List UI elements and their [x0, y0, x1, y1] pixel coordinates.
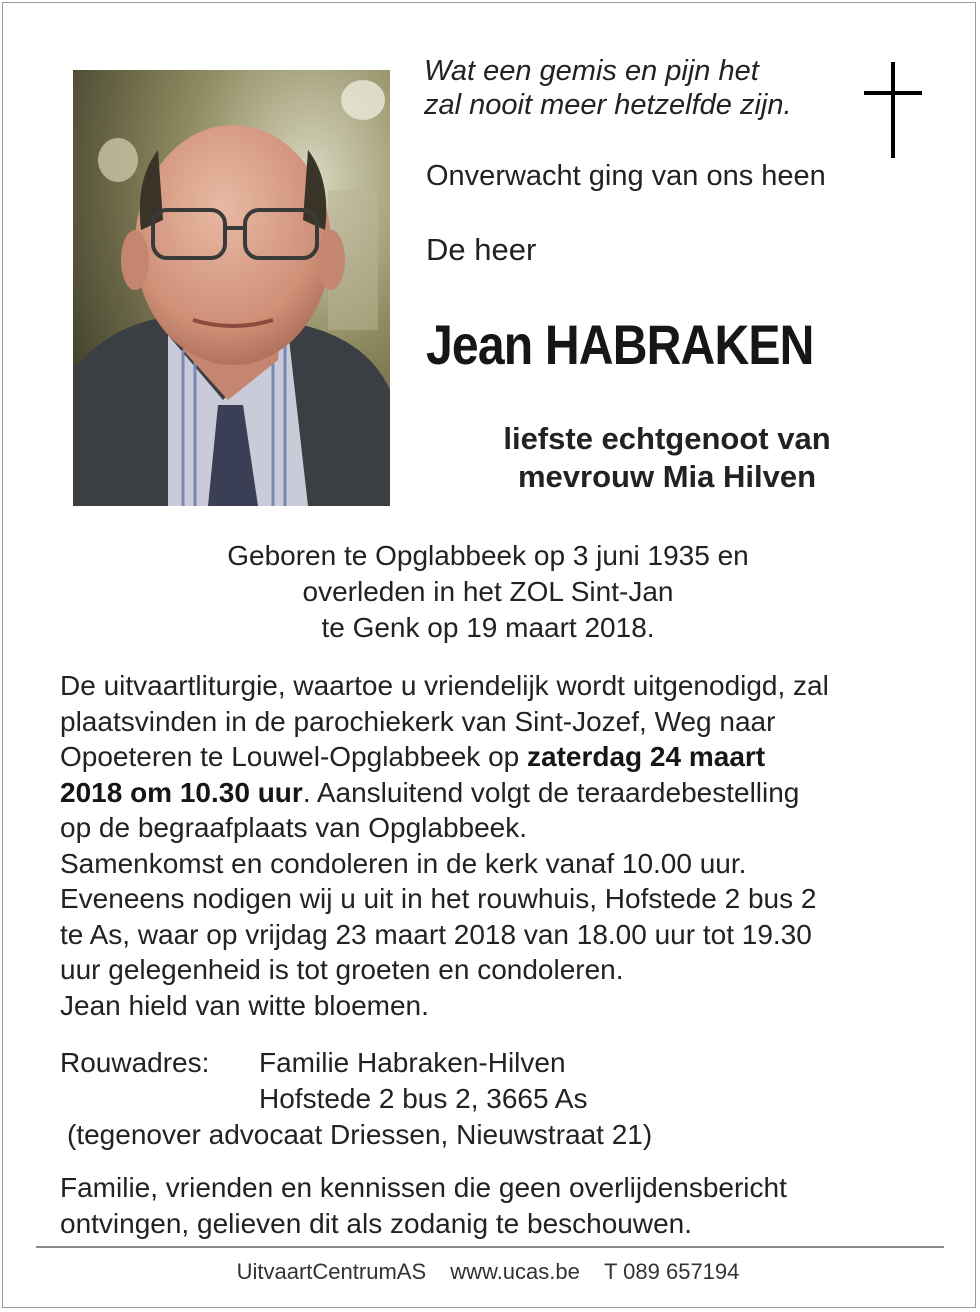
address-family: Familie Habraken-Hilven [259, 1047, 566, 1078]
closing-line: Familie, vrienden en kennissen die geen overlijdensbericht [60, 1172, 787, 1203]
address-label: Rouwadres: [60, 1047, 210, 1078]
portrait-photo [73, 70, 390, 506]
born-line: Geboren te Opglabbeek op 3 juni 1935 en [227, 540, 749, 571]
honorific: De heer [426, 232, 537, 267]
funeral-line: Samenkomst en condoleren in de kerk vanaf 10.00 uur. [60, 847, 747, 879]
funeral-line: plaatsvinden in de parochiekerk van Sint-Jozef, Weg naar [60, 705, 776, 737]
funeral-line [60, 775, 940, 811]
funeral-line: Jean hield van witte bloemen. [60, 989, 429, 1021]
funeral-line: uur gelegenheid is tot groeten en condoleren. [60, 954, 624, 985]
spouse-text [462, 420, 872, 496]
quote-line: zal nooit meer hetzelfde zijn. [424, 89, 792, 121]
birth-death-info [160, 538, 816, 646]
funeral-line: De uitvaartliturgie, waartoe u vriendelijk wordt uitgenodigd, zal [60, 670, 829, 701]
funeral-line: Eveneens nodigen wij u uit in het rouwhuis, Hofstede 2 bus 2 [60, 883, 817, 914]
spouse-line: mevrouw Mia Hilven [517, 459, 817, 494]
funeral-line: op de begraafplaats van Opglabbeek. [60, 812, 528, 843]
funeral-text: . Aansluitend volgt de teraardebestelling [302, 776, 800, 808]
address-street: Hofstede 2 bus 2, 3665 As [259, 1083, 588, 1114]
footer-phone: T 089 657194 [604, 1259, 740, 1284]
footer [0, 1259, 976, 1285]
memorial-quote [424, 54, 792, 122]
funeral-details [60, 668, 940, 1023]
born-line: overleden in het ZOL Sint-Jan [302, 576, 674, 607]
funeral-line: te As, waar op vrijdag 23 maart 2018 van 18.00 uur tot 19.30 [60, 918, 812, 950]
funeral-date: zaterdag 24 maart [527, 741, 766, 772]
closing-text [60, 1170, 787, 1242]
spouse-line: liefste echtgenoot van [503, 421, 831, 456]
footer-company: UitvaartCentrumAS [236, 1259, 427, 1284]
funeral-time: 2018 om 10.30 uur [60, 776, 303, 808]
address-note: (tegenover advocaat Driessen, Nieuwstraat 21) [67, 1119, 653, 1150]
closing-line: ontvingen, gelieven dit als zodanig te beschouwen. [60, 1208, 692, 1239]
funeral-line [60, 739, 940, 775]
funeral-text: Opoeteren te Louwel-Opglabbeek op [60, 741, 527, 772]
cross-icon [864, 62, 922, 158]
quote-line: Wat een gemis en pijn het [424, 55, 759, 87]
born-line: te Genk op 19 maart 2018. [321, 612, 655, 643]
divider [36, 1246, 944, 1248]
intro-text: Onverwacht ging van ons heen [426, 160, 826, 192]
footer-website[interactable]: www.ucas.be [450, 1259, 580, 1284]
deceased-name: Jean HABRAKEN [426, 313, 814, 376]
